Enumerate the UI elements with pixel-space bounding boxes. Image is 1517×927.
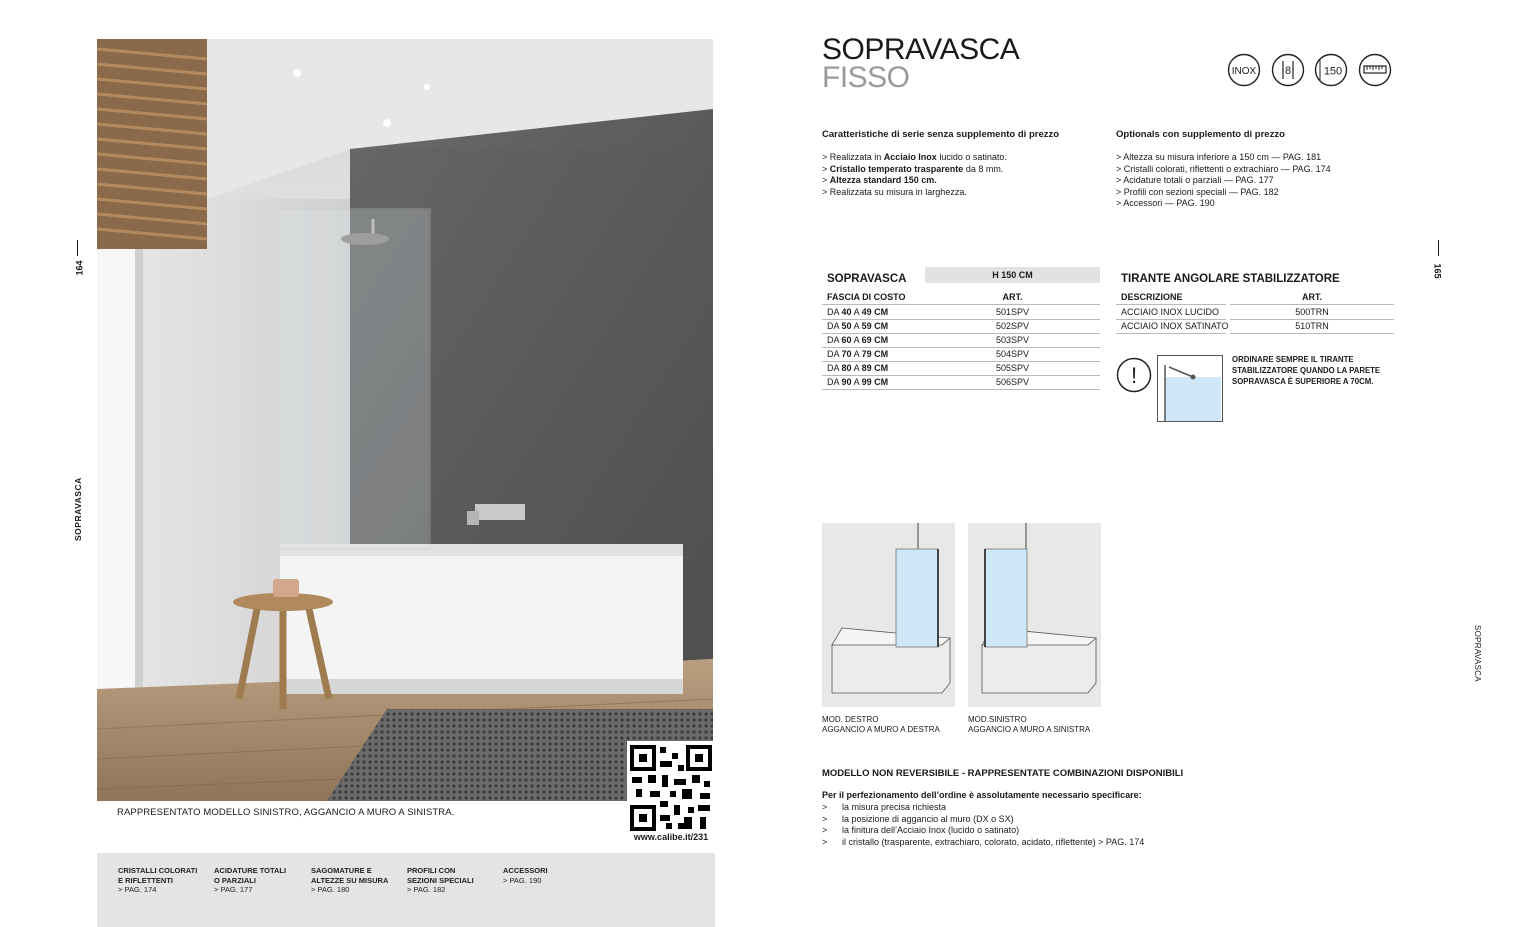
price-table-range: DA 80 A 89 CM bbox=[822, 362, 925, 376]
diagram-left-caption bbox=[968, 715, 1090, 735]
tie-table-art: 500TRN bbox=[1230, 306, 1394, 320]
section-label-right bbox=[1473, 625, 1482, 682]
diagram-right-model bbox=[822, 523, 955, 707]
order-list bbox=[822, 802, 1144, 848]
price-table-range: DA 90 A 99 CM bbox=[822, 376, 925, 390]
price-table-range: DA 60 A 69 CM bbox=[822, 334, 925, 348]
diagram-left-model bbox=[968, 523, 1101, 707]
option-shaping[interactable] bbox=[311, 866, 388, 895]
feature-item: > Realizzata su misura in larghezza. bbox=[822, 187, 1102, 199]
inox-icon-label: INOX bbox=[1231, 66, 1257, 77]
price-table bbox=[822, 267, 1102, 392]
standard-features bbox=[822, 129, 1102, 198]
order-heading: Per il perfezionamento dell’ordine è assolutamente necessario specificare: bbox=[822, 790, 1142, 800]
option-title: ACIDATURE TOTALI bbox=[214, 866, 287, 875]
height-icon-label: 150 bbox=[1323, 65, 1343, 78]
inox-icon bbox=[1227, 53, 1261, 87]
page-number-rule-right bbox=[1438, 240, 1439, 256]
diagram-caption-line: MOD.SINISTRO bbox=[968, 715, 1027, 724]
page-number-left-text: 164 bbox=[74, 260, 85, 276]
glass-thickness-icon bbox=[1271, 53, 1305, 87]
price-table-range: DA 70 A 79 CM bbox=[822, 348, 925, 362]
bathroom-illustration bbox=[97, 39, 713, 801]
tie-table-col2-header: ART. bbox=[1230, 291, 1394, 305]
option-title: O PARZIALI bbox=[214, 875, 256, 885]
order-item: > la misura precisa richiesta bbox=[822, 802, 1144, 814]
options-strip bbox=[97, 853, 715, 927]
option-page: > PAG. 180 bbox=[311, 885, 350, 894]
optional-item[interactable]: > Profili con sezioni speciali — PAG. 182 bbox=[1116, 187, 1416, 199]
option-etching[interactable] bbox=[214, 866, 286, 895]
price-table-title: SOPRAVASCA bbox=[827, 273, 907, 285]
page-number-right bbox=[1433, 263, 1443, 278]
optionals bbox=[1116, 129, 1416, 210]
qr-url[interactable]: www.calibe.it/231 bbox=[633, 832, 709, 842]
tie-table-desc: ACCIAIO INOX SATINATO bbox=[1116, 320, 1226, 334]
diagram-right-caption bbox=[822, 715, 940, 735]
price-table-art: 502SPV bbox=[925, 320, 1100, 334]
option-page: > PAG. 182 bbox=[407, 885, 446, 894]
tie-table bbox=[1116, 267, 1396, 337]
diagram-caption-line: AGGANCIO A MURO A SINISTRA bbox=[968, 725, 1091, 734]
window-blinds bbox=[97, 39, 207, 249]
price-table-height-header: H 150 CM bbox=[925, 267, 1100, 283]
tie-table-title: TIRANTE ANGOLARE STABILIZZATORE bbox=[1121, 273, 1340, 285]
tie-table-art: 510TRN bbox=[1230, 320, 1394, 334]
warning-icon bbox=[1116, 357, 1152, 393]
price-table-range: DA 40 A 49 CM bbox=[822, 306, 925, 320]
order-item: > la finitura dell’Acciaio Inox (lucido o satinato) bbox=[822, 825, 1144, 837]
qr-code-graphic bbox=[630, 745, 712, 831]
option-title: CRISTALLI COLORATI bbox=[118, 866, 198, 875]
warning-symbol: ! bbox=[1130, 363, 1138, 388]
optional-item[interactable]: > Accessori — PAG. 190 bbox=[1116, 198, 1416, 210]
option-title: ALTEZZE SU MISURA bbox=[311, 875, 389, 885]
option-page: > PAG. 174 bbox=[118, 885, 157, 894]
price-table-range: DA 50 A 59 CM bbox=[822, 320, 925, 334]
non-reversible-heading: MODELLO NON REVERSIBILE - RAPPRESENTATE COMBINAZIONI DISPONIBILI bbox=[822, 768, 1184, 779]
section-label-left: SOPRAVASCA bbox=[73, 477, 83, 541]
price-table-art: 505SPV bbox=[925, 362, 1100, 376]
page-title: SOPRAVASCA bbox=[822, 33, 1020, 66]
option-profiles[interactable] bbox=[407, 866, 474, 895]
option-colored-glass[interactable] bbox=[118, 866, 197, 895]
price-table-col2-header: ART. bbox=[925, 291, 1100, 305]
section-label-right-text: SOPRAVASCA bbox=[1473, 625, 1482, 682]
price-table-col1-header: FASCIA DI COSTO bbox=[822, 291, 925, 305]
option-title: E RIFLETTENTI bbox=[118, 875, 173, 885]
feature-item: > Realizzata in Acciaio Inox lucido o satinato. bbox=[822, 152, 1102, 164]
optional-item[interactable]: > Altezza su misura inferiore a 150 cm — PAG. 181 bbox=[1116, 152, 1416, 164]
option-page: > PAG. 190 bbox=[503, 875, 542, 885]
option-title: ACCESSORI bbox=[503, 866, 548, 875]
price-table-art: 501SPV bbox=[925, 306, 1100, 320]
tie-rod-diagram bbox=[1157, 355, 1223, 422]
option-page: > PAG. 177 bbox=[214, 885, 253, 894]
feature-item: > Cristallo temperato trasparente da 8 mm. bbox=[822, 164, 1102, 176]
diagram-caption-line: MOD. DESTRO bbox=[822, 715, 879, 724]
tie-table-col1-header: DESCRIZIONE bbox=[1116, 291, 1226, 305]
page-number-rule-left bbox=[77, 240, 78, 256]
price-table-art: 503SPV bbox=[925, 334, 1100, 348]
order-item: > la posizione di aggancio al muro (DX o SX) bbox=[822, 814, 1144, 826]
height-icon bbox=[1314, 53, 1348, 87]
option-accessories[interactable] bbox=[503, 866, 548, 885]
feature-item: > Altezza standard 150 cm. bbox=[822, 175, 1102, 187]
thickness-icon-label: 8 bbox=[1284, 65, 1292, 77]
diagram-caption-line: AGGANCIO A MURO A DESTRA bbox=[822, 725, 940, 734]
optional-item[interactable]: > Cristalli colorati, riflettenti o extrachiaro — PAG. 174 bbox=[1116, 164, 1416, 176]
price-table-art: 504SPV bbox=[925, 348, 1100, 362]
standard-features-heading: Caratteristiche di serie senza supplemento di prezzo bbox=[822, 129, 1060, 140]
warning-note: ORDINARE SEMPRE IL TIRANTE STABILIZZATORE QUANDO LA PARETE SOPRAVASCA È SUPERIORE A 70CM. bbox=[1232, 355, 1381, 386]
option-title: PROFILI CON bbox=[407, 866, 456, 875]
optional-item[interactable]: > Acidature totali o parziali — PAG. 177 bbox=[1116, 175, 1416, 187]
optionals-list bbox=[1116, 152, 1416, 210]
page-number-left bbox=[75, 260, 85, 275]
option-title: SAGOMATURE E bbox=[311, 866, 372, 875]
tie-table-desc: ACCIAIO INOX LUCIDO bbox=[1116, 306, 1226, 320]
page-number-right-text: 165 bbox=[1432, 263, 1443, 279]
standard-features-list bbox=[822, 152, 1102, 198]
measure-icon bbox=[1358, 53, 1392, 87]
price-table-art: 506SPV bbox=[925, 376, 1100, 390]
option-title: SEZIONI SPECIALI bbox=[407, 875, 474, 885]
page-subtitle: FISSO bbox=[822, 61, 910, 94]
order-item: > il cristallo (trasparente, extrachiaro, colorato, acidato, riflettente) > PAG. 174 bbox=[822, 837, 1144, 849]
bathroom-photo bbox=[97, 39, 713, 801]
optionals-heading: Optionals con supplemento di prezzo bbox=[1116, 129, 1285, 140]
photo-caption: RAPPRESENTATO MODELLO SINISTRO, AGGANCIO A MURO A SINISTRA. bbox=[117, 807, 455, 818]
